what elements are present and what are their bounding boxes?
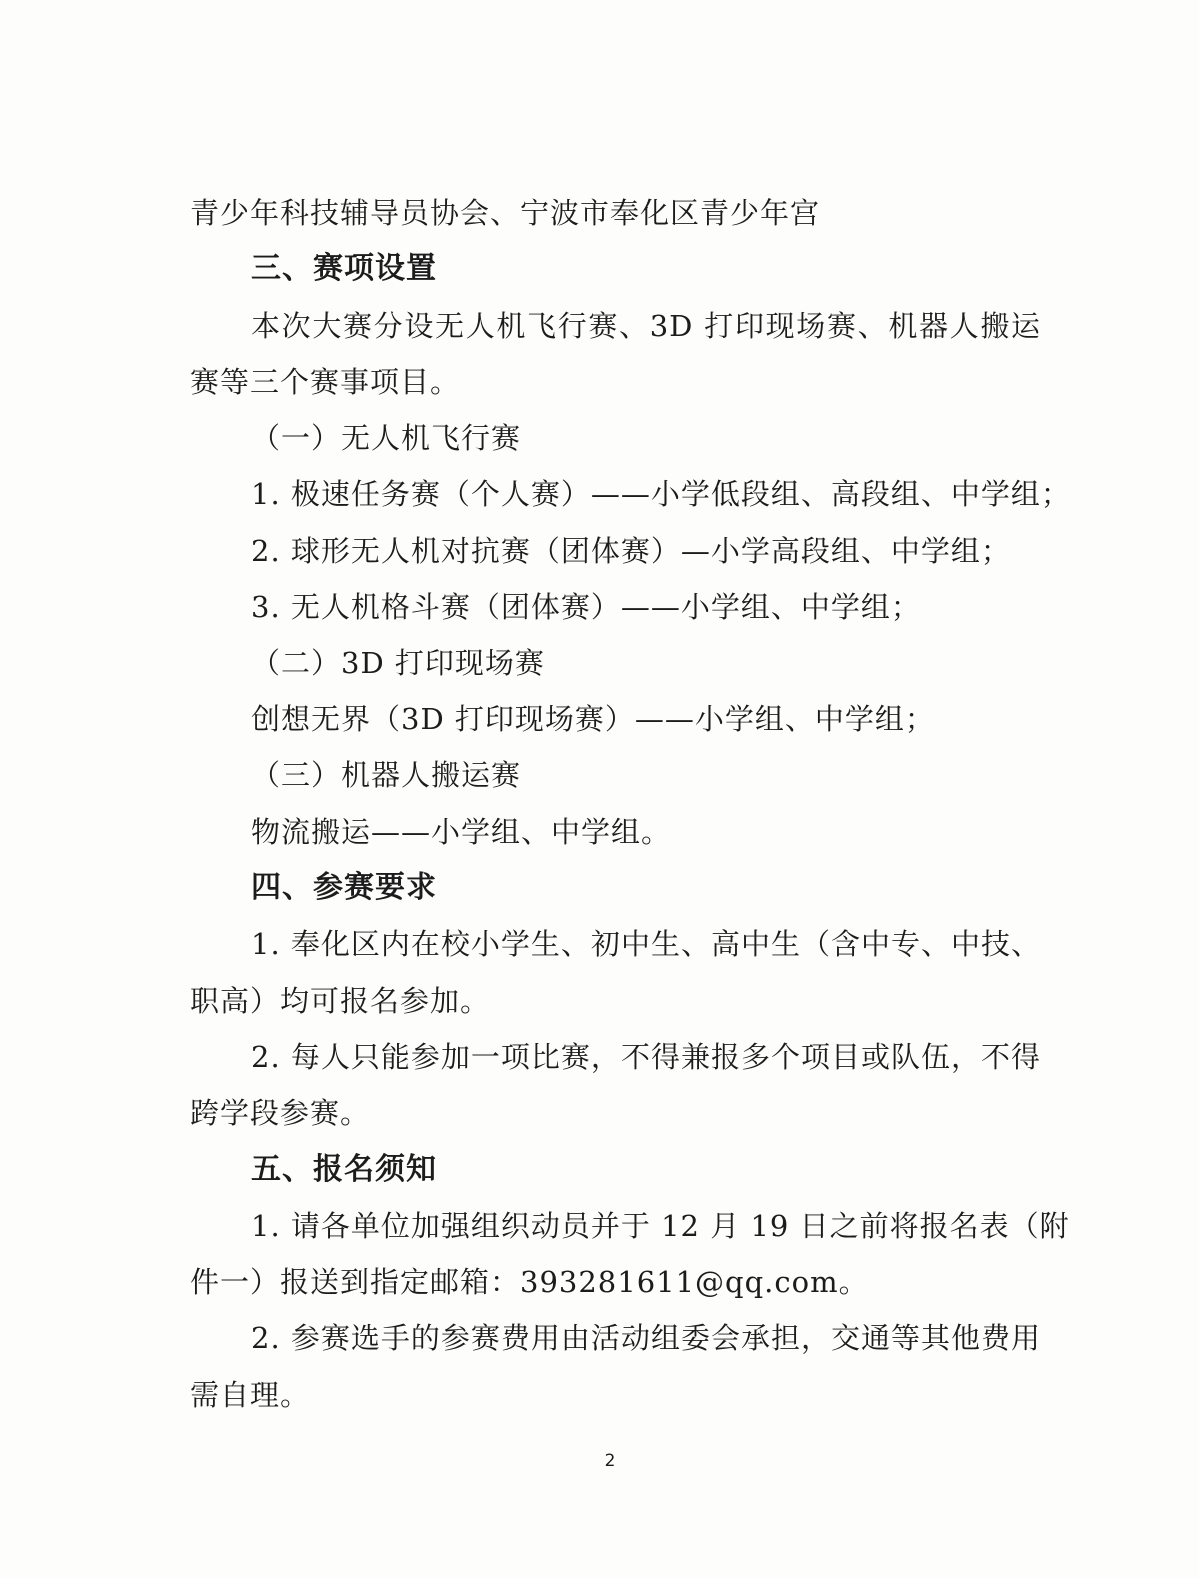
list-item: 创想无界（3D 打印现场赛）——小学组、中学组； (251, 702, 935, 736)
paragraph-line: 需自理。 (190, 1378, 311, 1412)
paragraph-line: 2. 参赛选手的参赛费用由活动组委会承担，交通等其他费用 (251, 1321, 1041, 1355)
paragraph-line: 1. 奉化区内在校小学生、初中生、高中生（含中专、中技、 (251, 927, 1041, 961)
paragraph-line: 2. 每人只能参加一项比赛，不得兼报多个项目或队伍，不得 (251, 1040, 1041, 1074)
page-number: 2 (604, 1451, 616, 1471)
paragraph-line: 赛等三个赛事项目。 (190, 365, 461, 399)
subsection-heading-2: （二）3D 打印现场赛 (251, 646, 545, 680)
paragraph-line: 职高）均可报名参加。 (190, 984, 491, 1018)
subsection-heading-3: （三）机器人搬运赛 (251, 758, 522, 792)
section-heading-4: 四、参赛要求 (251, 870, 437, 905)
paragraph-line: 1. 请各单位加强组织动员并于 12 月 19 日之前将报名表（附 (251, 1209, 1070, 1243)
list-item: 3. 无人机格斗赛（团体赛）——小学组、中学组； (251, 590, 921, 624)
section-heading-3: 三、赛项设置 (251, 251, 437, 286)
paragraph-line: 跨学段参赛。 (190, 1096, 371, 1130)
list-item: 物流搬运——小学组、中学组。 (251, 815, 672, 849)
section-heading-5: 五、报名须知 (251, 1152, 437, 1187)
subsection-heading-1: （一）无人机飞行赛 (251, 421, 522, 455)
paragraph-line-continuation: 青少年科技辅导员协会、宁波市奉化区青少年宫 (190, 196, 821, 230)
paragraph-line: 件一）报送到指定邮箱：393281611@qq.com。 (190, 1265, 869, 1299)
list-item: 2. 球形无人机对抗赛（团体赛）—小学高段组、中学组； (251, 534, 1011, 568)
paragraph-line: 本次大赛分设无人机飞行赛、3D 打印现场赛、机器人搬运 (251, 309, 1041, 343)
list-item: 1. 极速任务赛（个人赛）——小学低段组、高段组、中学组； (251, 477, 1071, 511)
